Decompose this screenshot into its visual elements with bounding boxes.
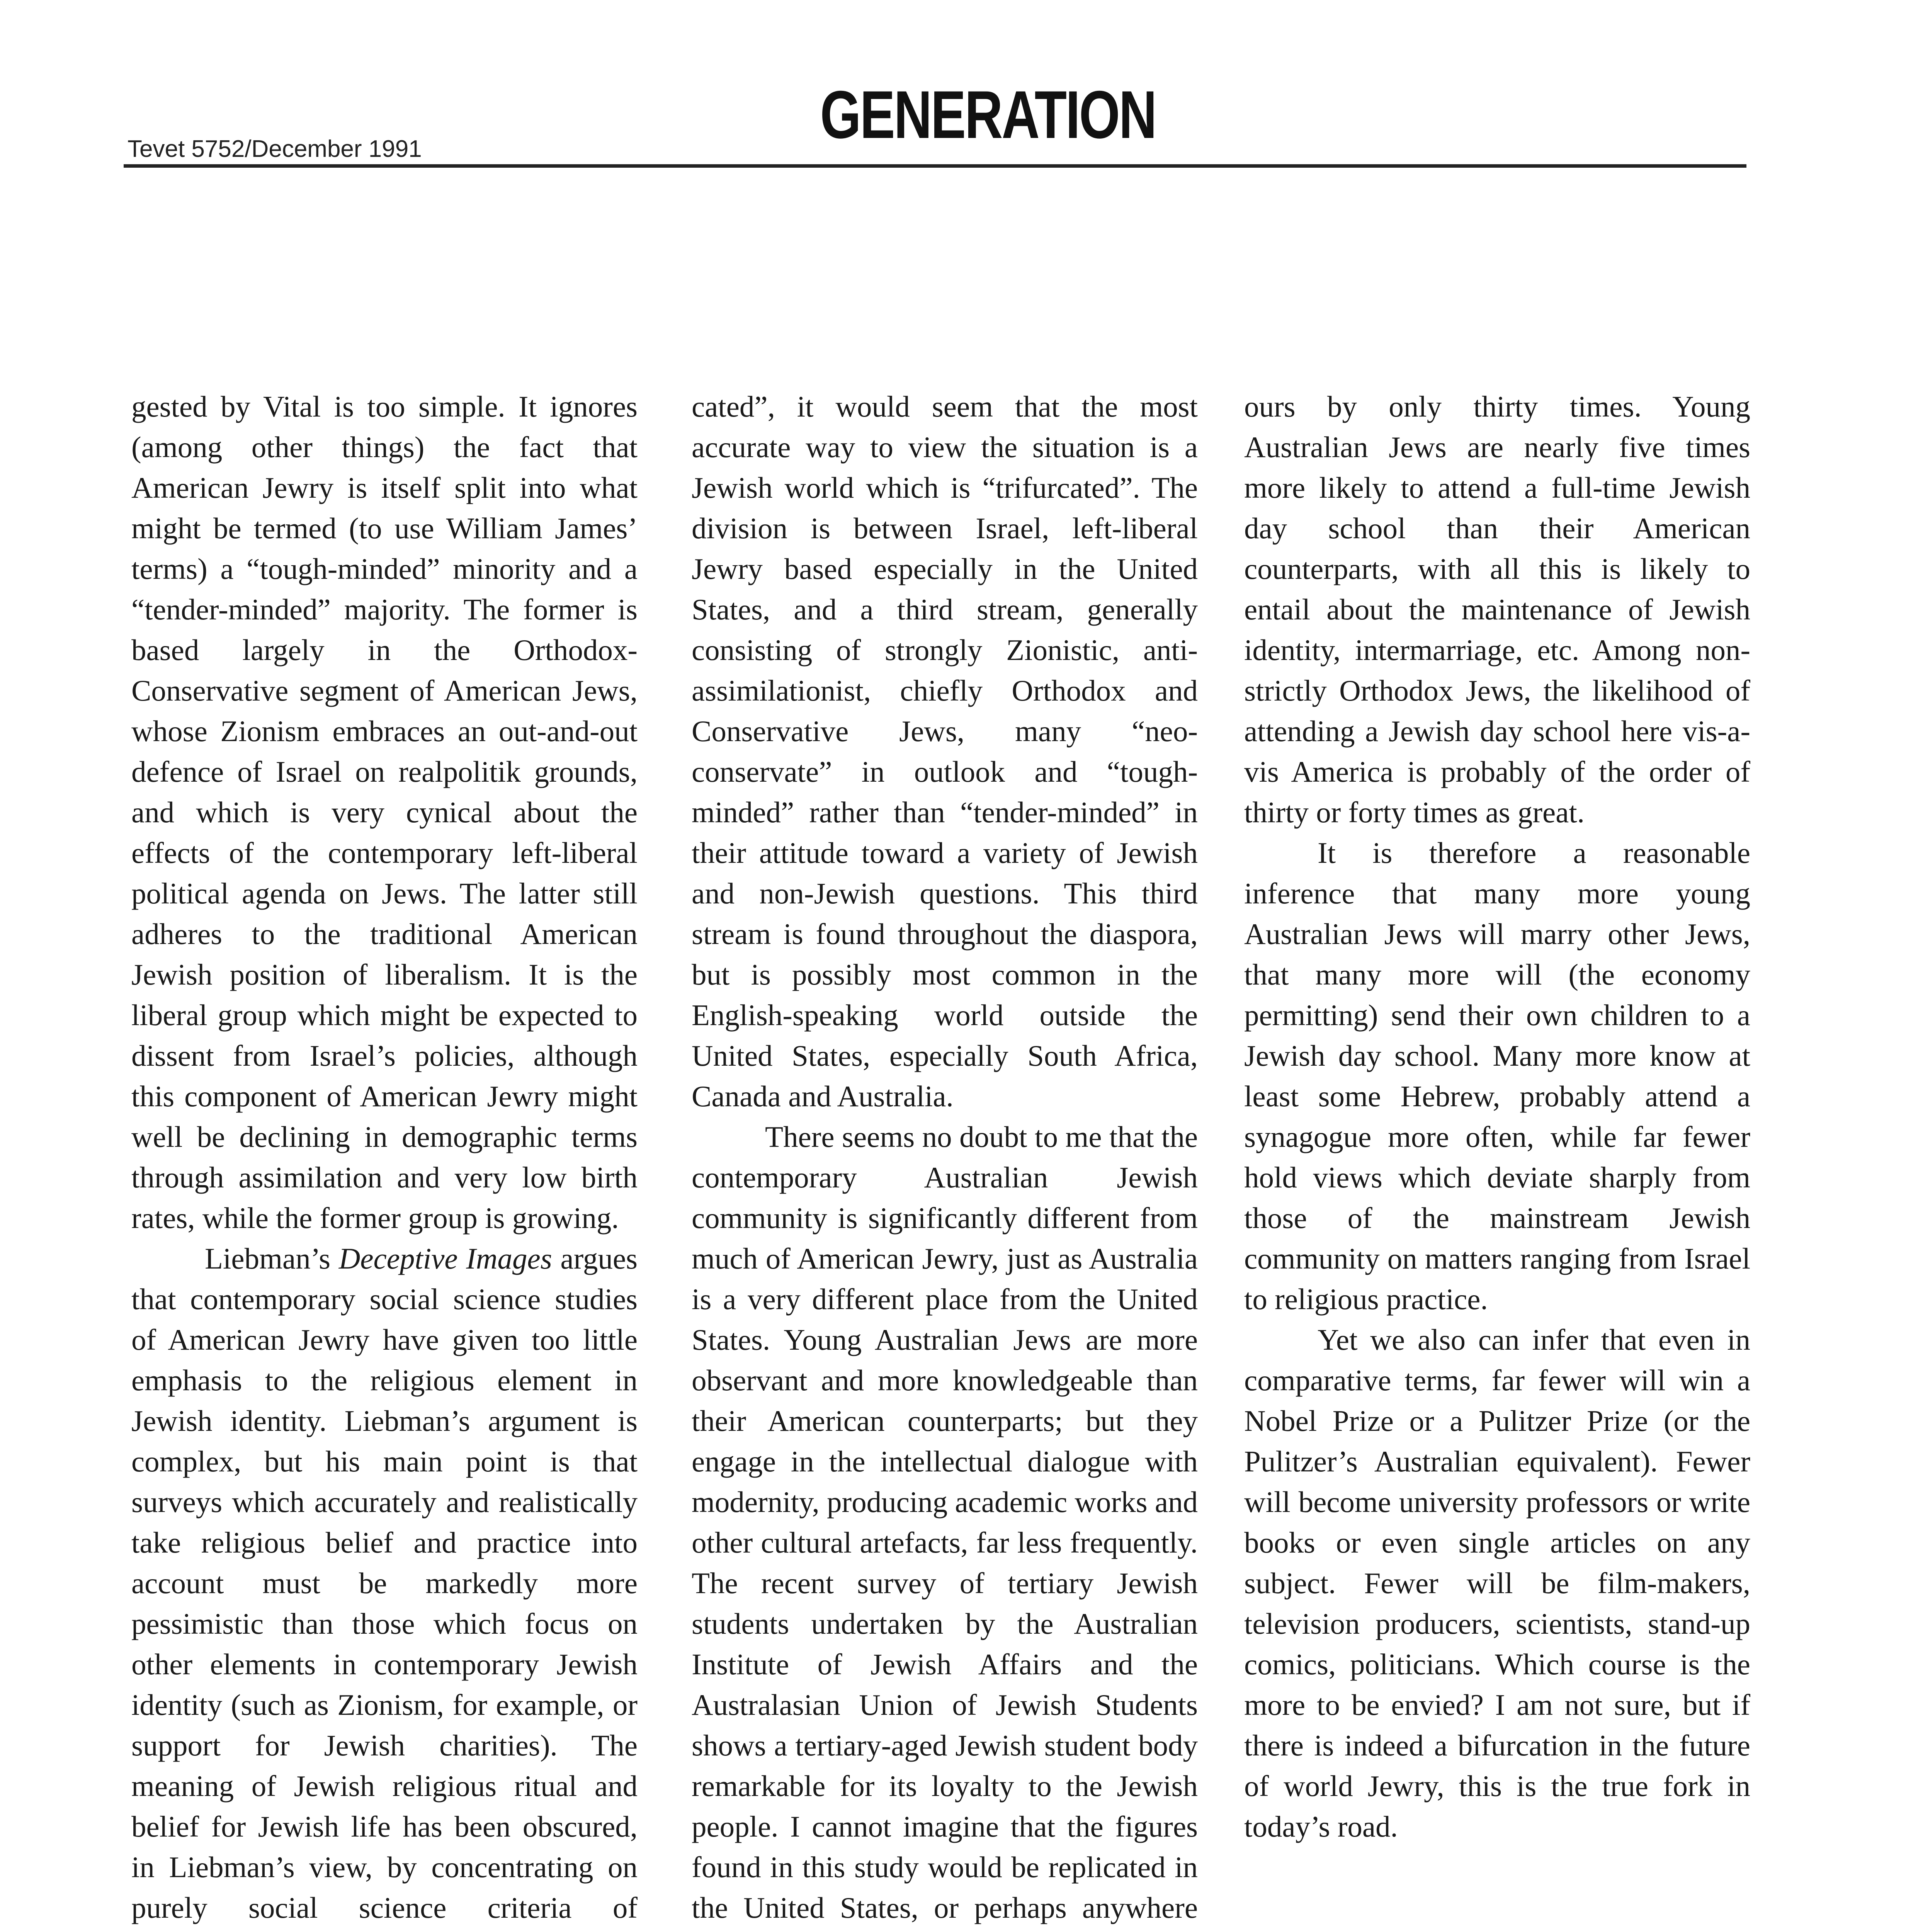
paragraph: cated”, it would seem that the most accurate way to view the situation is a Jewish world which is “trifurcated”. The division is between Israel, left-liberal Jewry based especially in the United States, and a third stream, generally consisting of strongly Zionistic, anti-assimilationist, chiefly Orthodox and Conservative Jews, many “neo-conservate” in outlook and “tough-minded” rather than “tender-minded” in their attitude toward a variety of Jewish and non-Jewish questions. This third stream is found throughout the diaspora, but is possibly most common in the English-speaking world outside the United States, especially South Africa, Canada and Australia.: [692, 390, 1198, 1113]
paragraph: ours by only thirty times. Young Australian Jews are nearly five times more likely to attend a full-time Jewish day school than their American counterparts, with all this is likely to entail about the maintenance of Jewish identity, intermarriage, etc. Among non-strictly Orthodox Jews, the likelihood of attending a Jewish day school here vis-a-vis America is probably of the order of thirty or forty times as great.: [1244, 390, 1750, 829]
paragraph: gested by Vital is too simple. It ignores (among other things) the fact that American Jewry is itself split into what might be termed (to use William James’ terms) a “tough-minded” minority and a “tender-minded” majority. The former is based largely in the Orthodox-Conservative segment of American Jews, whose Zionism embraces an out-and-out defence of Israel on realpolitik grounds, and which is very cynical about the effects of the contemporary left-liberal political agenda on Jews. The latter still adheres to the traditional American Jewish position of liberalism. It is the liberal group which might be expected to dissent from Israel’s policies, although this component of American Jewry might well be declining in demographic terms through assimilation and very low birth rates, while the former group is growing.: [131, 390, 638, 1235]
article-column-3: [1244, 386, 1750, 1847]
header-rule: [124, 164, 1746, 168]
text-run: Liebman’s: [205, 1242, 339, 1275]
article-column-1: [131, 386, 638, 1932]
article-column-2: [692, 386, 1198, 1932]
book-title: Deceptive Images: [338, 1242, 552, 1275]
paragraph: There seems no doubt to me that the contemporary Australian Jewish community is significantly different from much of American Jewry, just as Australia is a very different place from the United States. Young Australian Jews are more observant and more knowledgeable than their American counterparts; but they engage in the intellectual dialogue with modernity, producing academic works and other cultural artefacts, far less frequently. The recent survey of tertiary Jewish students undertaken by the Australian Institute of Jewish Affairs and the Australasian Union of Jewish Students shows a tertiary-aged Jewish student body remarkable for its loyalty to the Jewish people. I cannot imagine that the figures found in this study would be replicated in the United States, or perhaps anywhere: [692, 1120, 1198, 1924]
masthead-logo: GENERATION: [820, 77, 1156, 153]
paragraph: It is therefore a reasonable inference that many more young Australian Jews will marry other Jews, that many more will (the economy permitting) send their own children to a Jewish day school. Many more know at least some Hebrew, probably attend a synagogue more often, while far fewer hold views which deviate sharply from those of the mainstream Jewish community on matters ranging from Israel to religious practice.: [1244, 836, 1750, 1316]
issue-date: Tevet 5752/December 1991: [128, 136, 422, 162]
text-run: argues that contemporary social science studies of American Jewry have given too little emphasis to the religious element in Jewish identity. Liebman’s argument is complex, but his main point is that surveys which accurately and realistically take religious belief and practice into account must be markedly more pessimistic than those which focus on other elements in contemporary Jewish identity (such as Zionism, for example, or support for Jewish charities). The meaning of Jewish religious ritual and belief for Jewish life has been obscured, in Liebman’s view, by concentrating on purely social science criteria of: [131, 1242, 638, 1924]
paragraph: Yet we also can infer that even in comparative terms, far fewer will win a Nobel Prize or a Pulitzer Prize (or the Pulitzer’s Australian equivalent). Fewer will become university professors or write books or even single articles on any subject. Fewer will be film-makers, television producers, scientists, stand-up comics, politicians. Which course is the more to be envied? I am not sure, but if there is indeed a bifurcation in the future of world Jewry, this is the true fork in today’s road.: [1244, 1323, 1750, 1843]
paragraph: [131, 1238, 638, 1932]
